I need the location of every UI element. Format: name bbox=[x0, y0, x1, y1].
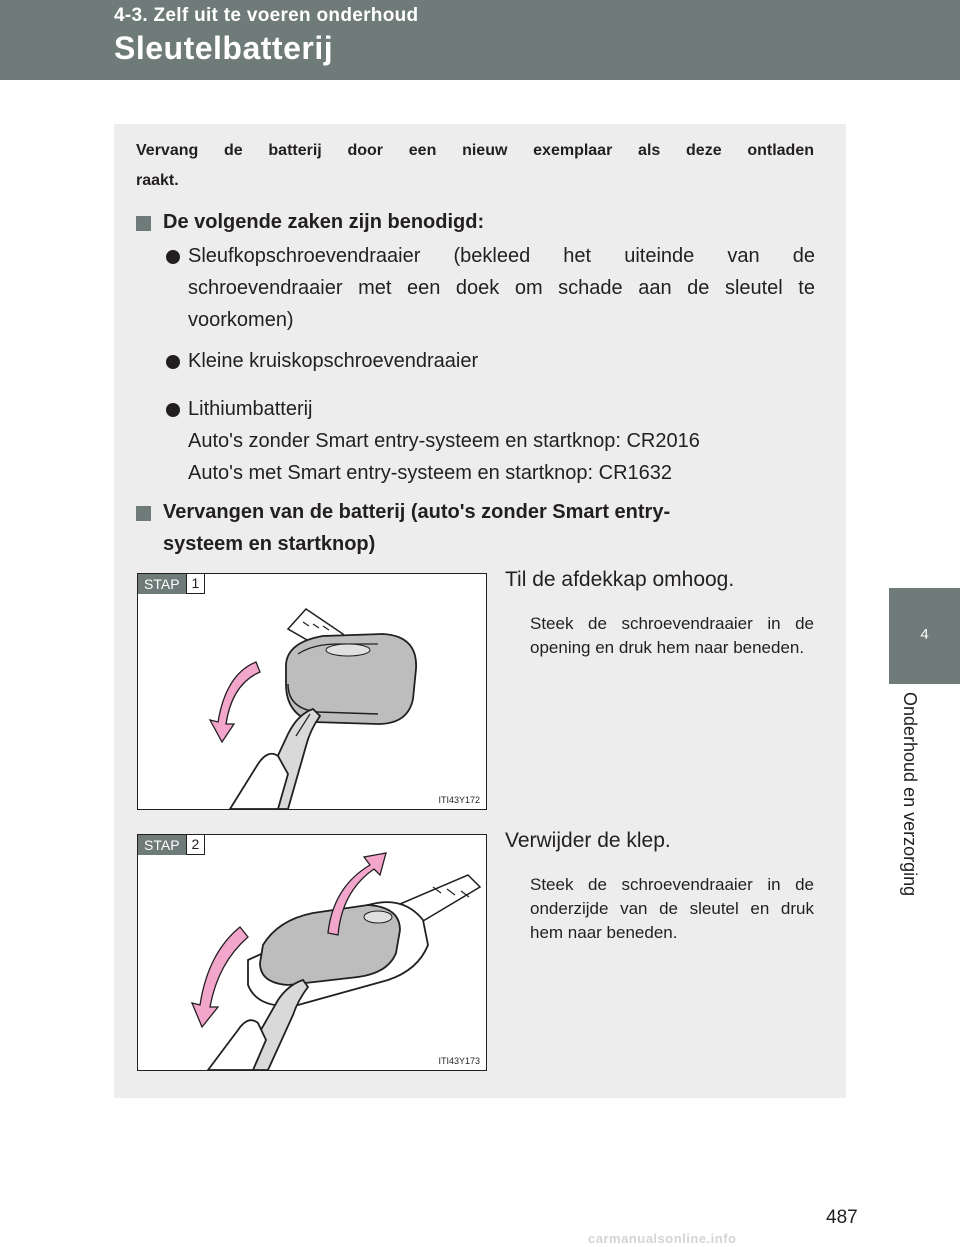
step2-title: Verwijder de klep. bbox=[505, 829, 671, 852]
square-bullet-icon bbox=[136, 506, 151, 521]
page-header bbox=[0, 0, 960, 80]
replace-heading bbox=[163, 496, 670, 560]
required-item bbox=[188, 393, 815, 489]
item-line: Kleine kruiskopschroevendraaier bbox=[188, 350, 479, 372]
intro-line: Vervang de batterij door een nieuw exemplaar als deze ontladen bbox=[136, 142, 814, 159]
item-line: Lithiumbatterij bbox=[188, 398, 313, 420]
replace-heading-line: systeem en startknop) bbox=[163, 533, 376, 555]
chapter-tab[interactable] bbox=[889, 588, 960, 684]
key-cover-illustration bbox=[138, 574, 486, 809]
chapter-number: 4 bbox=[920, 626, 929, 643]
item-line: Auto's zonder Smart entry-systeem en startknop: CR2016 bbox=[188, 430, 700, 452]
page-number: 487 bbox=[826, 1207, 858, 1228]
step1-figure bbox=[137, 573, 487, 810]
key-cover-removal-illustration bbox=[138, 835, 486, 1070]
item-line: voorkomen) bbox=[188, 309, 294, 331]
chapter-label bbox=[896, 692, 924, 922]
step-number: 1 bbox=[186, 574, 206, 594]
step1-description: Steek de schroevendraaier in de opening en druk hem naar beneden. bbox=[530, 614, 814, 657]
required-item bbox=[188, 240, 815, 336]
bullet-icon bbox=[166, 403, 180, 417]
step-number: 2 bbox=[186, 835, 206, 855]
intro-paragraph bbox=[136, 136, 814, 196]
section-title: 4-3. Zelf uit te voeren onderhoud bbox=[114, 5, 419, 26]
figure-code: ITI43Y173 bbox=[438, 1056, 480, 1066]
step1-title: Til de afdekkap omhoog. bbox=[505, 568, 735, 591]
step-label: STAP bbox=[138, 835, 186, 855]
page-title: Sleutelbatterij bbox=[114, 30, 334, 66]
item-line: schroevendraaier met een doek om schade aan de sleutel te bbox=[188, 277, 815, 299]
step2-figure bbox=[137, 834, 487, 1071]
required-heading: De volgende zaken zijn benodigd: bbox=[163, 211, 485, 233]
watermark: carmanualsonline.info bbox=[588, 1231, 737, 1246]
step2-description: Steek de schroevendraaier in de onderzijde van de sleutel en druk hem naar beneden. bbox=[530, 875, 814, 942]
square-bullet-icon bbox=[136, 216, 151, 231]
figure-code: ITI43Y172 bbox=[438, 795, 480, 805]
chapter-label-text: Onderhoud en verzorging bbox=[900, 692, 920, 897]
bullet-icon bbox=[166, 355, 180, 369]
step-label: STAP bbox=[138, 574, 186, 594]
replace-heading-line: Vervangen van de batterij (auto's zonder Smart entry- bbox=[163, 501, 671, 523]
intro-line: raakt. bbox=[136, 172, 179, 189]
bullet-icon bbox=[166, 250, 180, 264]
required-item bbox=[188, 345, 815, 377]
item-line: Sleufkopschroevendraaier (bekleed het uiteinde van de bbox=[188, 245, 815, 267]
item-line: Auto's met Smart entry-systeem en startknop: CR1632 bbox=[188, 462, 673, 484]
